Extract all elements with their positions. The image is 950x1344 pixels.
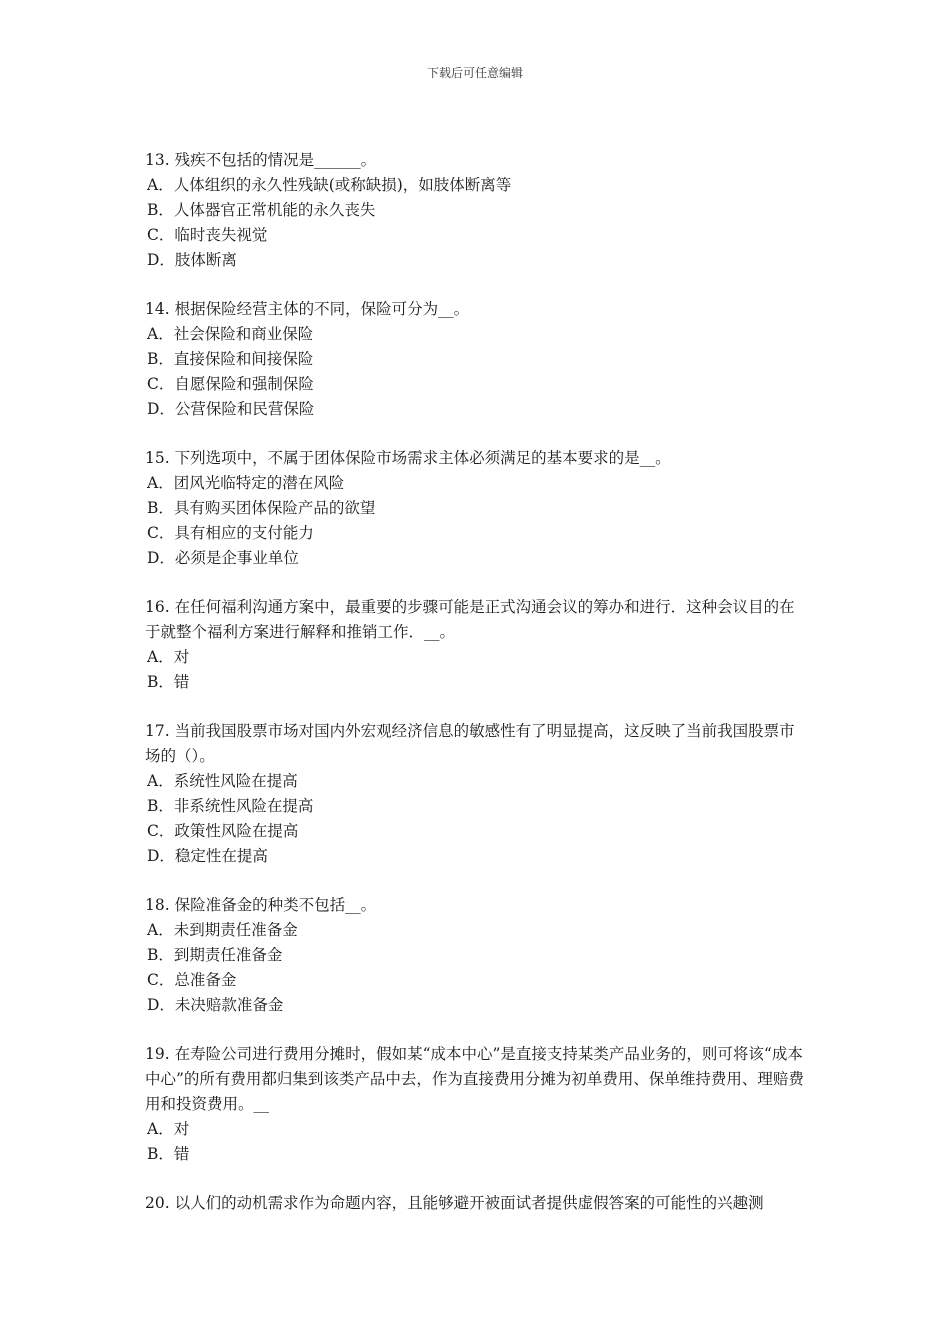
option-a: A．对 — [147, 1120, 190, 1138]
option-b: B．错 — [147, 1145, 190, 1163]
option-d: D．公营保险和民营保险 — [147, 400, 315, 418]
question-stem: 19. 在寿险公司进行费用分摊时，假如某“成本中心”是直接支持某类产品业务的，则可将该“成本中心”的所有费用都归集到该类产品中去，作为直接费用分摊为初单费用、保单维持费用、理赔费用和投资费用。__ — [145, 1045, 804, 1113]
question-19 — [145, 1042, 810, 1167]
question-14 — [145, 297, 810, 422]
question-stem: 17. 当前我国股票市场对国内外宏观经济信息的敏感性有了明显提高，这反映了当前我国股票市场的（）。 — [145, 722, 795, 765]
question-stem: 13. 残疾不包括的情况是______。 — [145, 151, 377, 169]
option-b: B．到期责任准备金 — [147, 946, 283, 964]
option-c: C．自愿保险和强制保险 — [147, 375, 314, 393]
question-20 — [145, 1191, 810, 1216]
option-b: B．错 — [147, 673, 190, 691]
option-d: D．肢体断离 — [147, 251, 237, 269]
option-c: C．总准备金 — [147, 971, 237, 989]
question-15 — [145, 446, 810, 571]
option-d: D．稳定性在提高 — [147, 847, 268, 865]
question-stem: 14. 根据保险经营主体的不同，保险可分为__。 — [145, 300, 470, 318]
question-16 — [145, 595, 810, 695]
option-a: A．人体组织的永久性残缺(或称缺损)，如肢体断离等 — [147, 176, 512, 194]
question-13 — [145, 148, 810, 273]
option-a: A．团风光临特定的潜在风险 — [147, 474, 345, 492]
question-stem: 15. 下列选项中，不属于团体保险市场需求主体必须满足的基本要求的是__。 — [145, 449, 671, 467]
option-b: B．人体器官正常机能的永久丧失 — [147, 201, 376, 219]
question-list — [145, 148, 810, 1240]
page-header: 下载后可任意编辑 — [426, 66, 523, 80]
option-a: A．系统性风险在提高 — [147, 772, 298, 790]
question-18 — [145, 893, 810, 1018]
option-b: B．具有购买团体保险产品的欲望 — [147, 499, 376, 517]
option-b: B．直接保险和间接保险 — [147, 350, 314, 368]
option-c: C．具有相应的支付能力 — [147, 524, 314, 542]
option-a: A．社会保险和商业保险 — [147, 325, 314, 343]
question-stem: 18. 保险准备金的种类不包括__。 — [145, 896, 377, 914]
option-b: B．非系统性风险在提高 — [147, 797, 314, 815]
option-c: C．临时丧失视觉 — [147, 226, 268, 244]
option-a: A．未到期责任准备金 — [147, 921, 298, 939]
option-d: D．必须是企事业单位 — [147, 549, 299, 567]
option-c: C．政策性风险在提高 — [147, 822, 299, 840]
question-17 — [145, 719, 810, 869]
question-stem: 20. 以人们的动机需求作为命题内容，且能够避开被面试者提供虚假答案的可能性的兴趣测 — [145, 1194, 764, 1212]
question-stem: 16. 在任何福利沟通方案中，最重要的步骤可能是正式沟通会议的筹办和进行．这种会议目的在于就整个福利方案进行解释和推销工作．__。 — [145, 598, 795, 641]
option-a: A．对 — [147, 648, 190, 666]
option-d: D．未决赔款准备金 — [147, 996, 284, 1014]
